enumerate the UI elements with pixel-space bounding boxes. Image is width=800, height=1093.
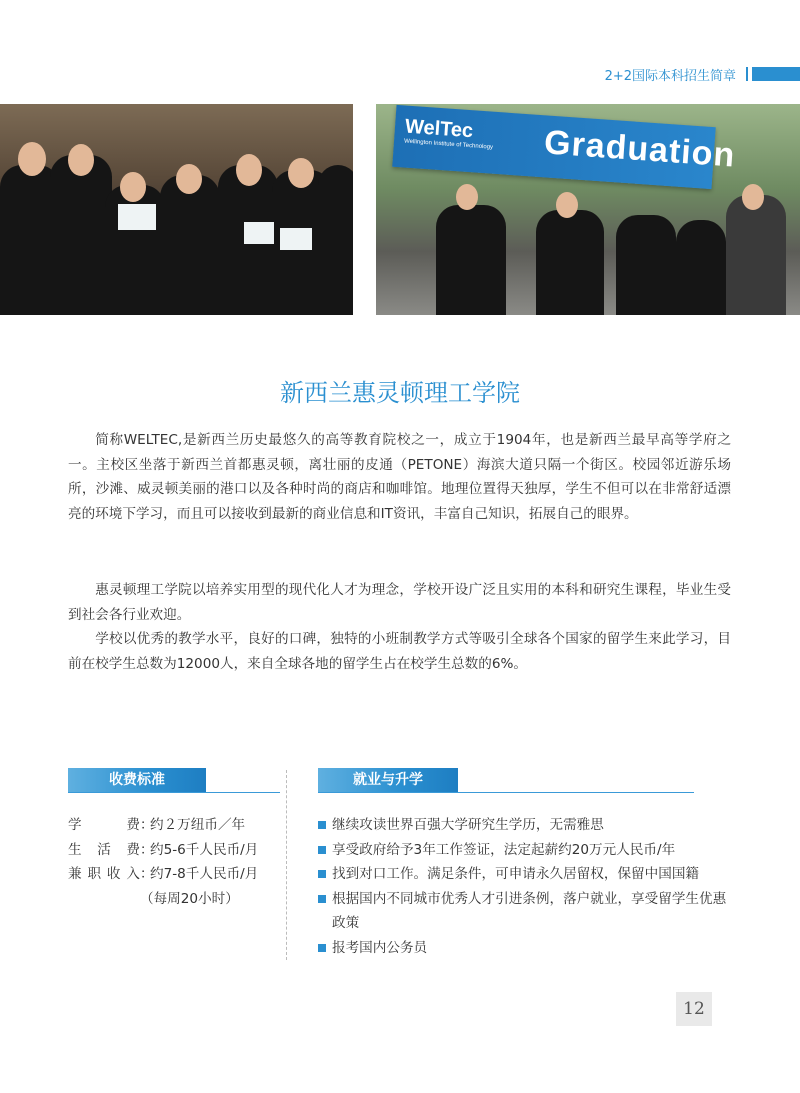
header-separator <box>746 67 748 81</box>
header-title: 2+2国际本科招生简章 <box>604 68 736 84</box>
fees-heading: 收费标准 <box>68 768 206 792</box>
gown-shape <box>160 175 220 315</box>
fee-row-parttime: 兼职收入 ： 约7-8千人民币/月 <box>68 863 258 885</box>
list-item: 报考国内公务员 <box>318 936 738 961</box>
face-shape <box>176 164 202 194</box>
column-divider <box>286 770 287 960</box>
weltec-logo <box>404 116 495 151</box>
gown-shape <box>726 195 786 315</box>
gown-shape <box>318 165 353 315</box>
career-section-header <box>318 768 694 793</box>
gown-shape <box>50 155 112 315</box>
philosophy-paragraph: 惠灵顿理工学院以培养实用型的现代化人才为理念，学校开设广泛且实用的本科和研究生课程，毕业生受到社会各行业欢迎。 <box>68 582 731 623</box>
header-accent-bar <box>752 67 800 81</box>
intro-paragraph: 简称WELTEC,是新西兰历史最悠久的高等教育院校之一，成立于1904年，也是新西兰最早高等学府之一。主校区坐落于新西兰首都惠灵顿，离壮丽的皮通（PETONE）海滨大道只隔一个街区。校园邻近游乐场所，沙滩、威灵顿美丽的港口以及各种时尚的商店和咖啡馆。地理位置得天独厚，学生不但可以在非常舒适漂亮的环境下学习，而且可以接收到最新的商业信息和IT资讯，丰富自己知识，拓展自己的眼界。 <box>68 432 731 522</box>
students-paragraph: 学校以优秀的教学水平，良好的口碑，独特的小班制教学方式等吸引全球各个国家的留学生来此学习，目前在校学生总数为12000人，来自全球各地的留学生占在校学生总数的6%。 <box>68 631 731 672</box>
graduation-parade-photo <box>376 104 800 315</box>
certificate-shape <box>118 204 156 230</box>
graduation-banner <box>392 105 737 189</box>
face-shape <box>742 184 764 210</box>
face-shape <box>120 172 146 202</box>
face-shape <box>288 158 314 188</box>
face-shape <box>456 184 478 210</box>
face-shape <box>556 192 578 218</box>
fee-label: 生活费 <box>68 842 140 858</box>
banner-graduation-text: Graduation <box>542 123 737 175</box>
list-item: 享受政府给予3年工作签证，法定起薪约20万元人民币/年 <box>318 838 738 863</box>
page-number: 12 <box>676 992 712 1026</box>
gown-shape <box>616 215 676 315</box>
list-item: 根据国内不同城市优秀人才引进条例，落户就业，享受留学生优惠政策 <box>318 887 732 936</box>
career-heading: 就业与升学 <box>318 768 458 792</box>
face-shape <box>68 144 94 176</box>
certificate-shape <box>280 228 312 250</box>
page-header <box>605 64 800 84</box>
certificate-shape <box>244 222 274 244</box>
fee-label: 学费 <box>68 817 140 833</box>
fee-row-tuition: 学费 ： 约２万纽币／年 <box>68 814 245 836</box>
career-list <box>318 813 738 960</box>
gown-shape <box>436 205 506 315</box>
page-title: 新西兰惠灵顿理工学院 <box>280 379 520 407</box>
graduates-photo <box>0 104 353 315</box>
fees-section-header <box>68 768 280 793</box>
fee-note-text: （每周20小时） <box>140 891 239 907</box>
fee-value: 约7-8千人民币/月 <box>150 866 259 882</box>
face-shape <box>18 142 46 176</box>
banner-logo-subtitle: Wellington Institute of Technology <box>403 138 494 151</box>
fee-label: 兼职收入 <box>68 866 140 882</box>
banner-logo-text: WelTec <box>404 115 474 143</box>
list-item: 继续攻读世界百强大学研究生学历，无需雅思 <box>318 813 738 838</box>
face-shape <box>236 154 262 186</box>
fee-row-living: 生活费 ： 约5-6千人民币/月 <box>68 839 258 861</box>
fee-value: 约5-6千人民币/月 <box>150 842 259 858</box>
fee-note <box>140 888 239 910</box>
fee-value: 约２万纽币／年 <box>150 817 246 833</box>
list-item: 找到对口工作。满足条件，可申请永久居留权，保留中国国籍 <box>318 862 738 887</box>
gown-shape <box>536 210 604 315</box>
gown-shape <box>676 220 726 315</box>
